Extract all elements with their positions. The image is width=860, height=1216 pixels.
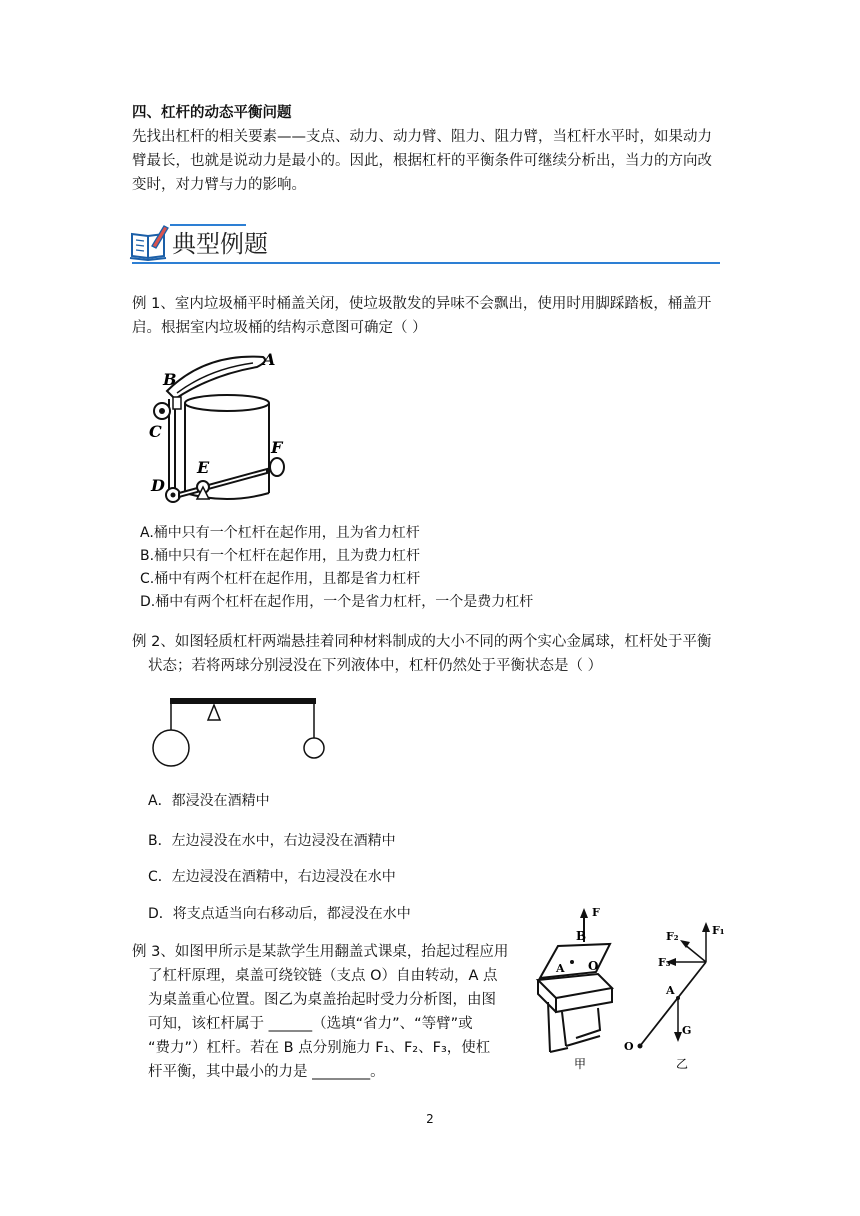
label-F: F [271,438,283,457]
section-heading: 四、杠杆的动态平衡问题 [132,105,292,121]
question-line: 为桌盖重心位置。图乙为桌盖抬起时受力分析图，由图 [148,992,496,1008]
book-pen-icon [128,222,170,262]
page-number: 2 [426,1112,434,1126]
paragraph-line: 臂最长，也就是说动力是最小的。因此，根据杠杆的平衡条件可继续分析出，当力的方向改 [132,153,712,169]
label-F: F [592,906,600,919]
option-c: C.桶中有两个杠杆在起作用，且都是省力杠杆 [140,571,421,587]
question-line: 启。根据室内垃圾桶的结构示意图可确定（ ） [132,320,427,336]
question-line: 例 2、如图轻质杠杆两端悬挂着同种材料制成的大小不同的两个实心金属球，杠杆处于平衡 [132,634,712,650]
option-a: A.桶中只有一个杠杆在起作用，且为省力杠杆 [140,525,420,541]
paragraph-line: 变时，对力臂与力的影响。 [132,177,306,193]
header-underline [132,262,720,264]
question-line: 例 1、室内垃圾桶平时桶盖关闭，使垃圾散发的异味不会飘出，使用时用脚踩踏板，桶盖开 [132,296,712,312]
option-d: D.桶中有两个杠杆在起作用，一个是省力杠杆，一个是费力杠杆 [140,594,534,610]
label-A: A [556,962,565,975]
label-D: D [151,476,165,495]
label-F2: F₂ [666,930,679,943]
question-line: 杆平衡，其中最小的力是 ________。 [148,1064,385,1080]
label-E: E [197,458,210,477]
label-B: B [163,370,177,389]
trash-can-figure [145,345,305,510]
option-b: B.桶中只有一个杠杆在起作用，且为费力杠杆 [140,548,421,564]
caption-jia: 甲 [574,1057,587,1071]
question-line: 了杠杆原理，桌盖可绕铰链（支点 O）自由转动，A 点 [148,968,498,984]
label-B: B [576,929,587,943]
label-O: O [624,1040,634,1053]
label-G: G [682,1024,692,1037]
label-A: A [666,984,675,997]
option-a: A．都浸没在酒精中 [148,793,270,809]
paragraph-line: 先找出杠杆的相关要素——支点、动力、动力臂、阻力、阻力臂，当杠杆水平时，如果动力 [132,129,712,145]
lever-balls-figure [150,692,330,772]
question-line: “费力”）杠杆。若在 B 点分别施力 F₁、F₂、F₃，使杠 [148,1040,491,1056]
label-F3: F₃ [658,956,671,969]
option-c: C．左边浸没在酒精中，右边浸没在水中 [148,869,396,885]
header-accent-line [170,224,246,226]
label-F1: F₁ [712,924,725,937]
label-O: O [588,959,599,973]
desk-figure-jia [528,902,628,1074]
section-title: 典型例题 [172,230,268,258]
question-line: 例 3、如图甲所示是某款学生用翻盖式课桌，抬起过程应用 [132,944,509,960]
question-line: 可知，该杠杆属于 ______（选填“省力”、“等臂”或 [148,1016,473,1032]
option-b: B．左边浸没在水中，右边浸没在酒精中 [148,833,396,849]
option-d: D．将支点适当向右移动后，都浸没在水中 [148,906,411,922]
label-C: C [149,422,162,441]
question-line: 状态；若将两球分别浸没在下列液体中，杠杆仍然处于平衡状态是（ ） [148,658,603,674]
force-diagram-yi [620,916,740,1074]
caption-yi: 乙 [676,1057,689,1071]
label-A: A [263,350,276,369]
